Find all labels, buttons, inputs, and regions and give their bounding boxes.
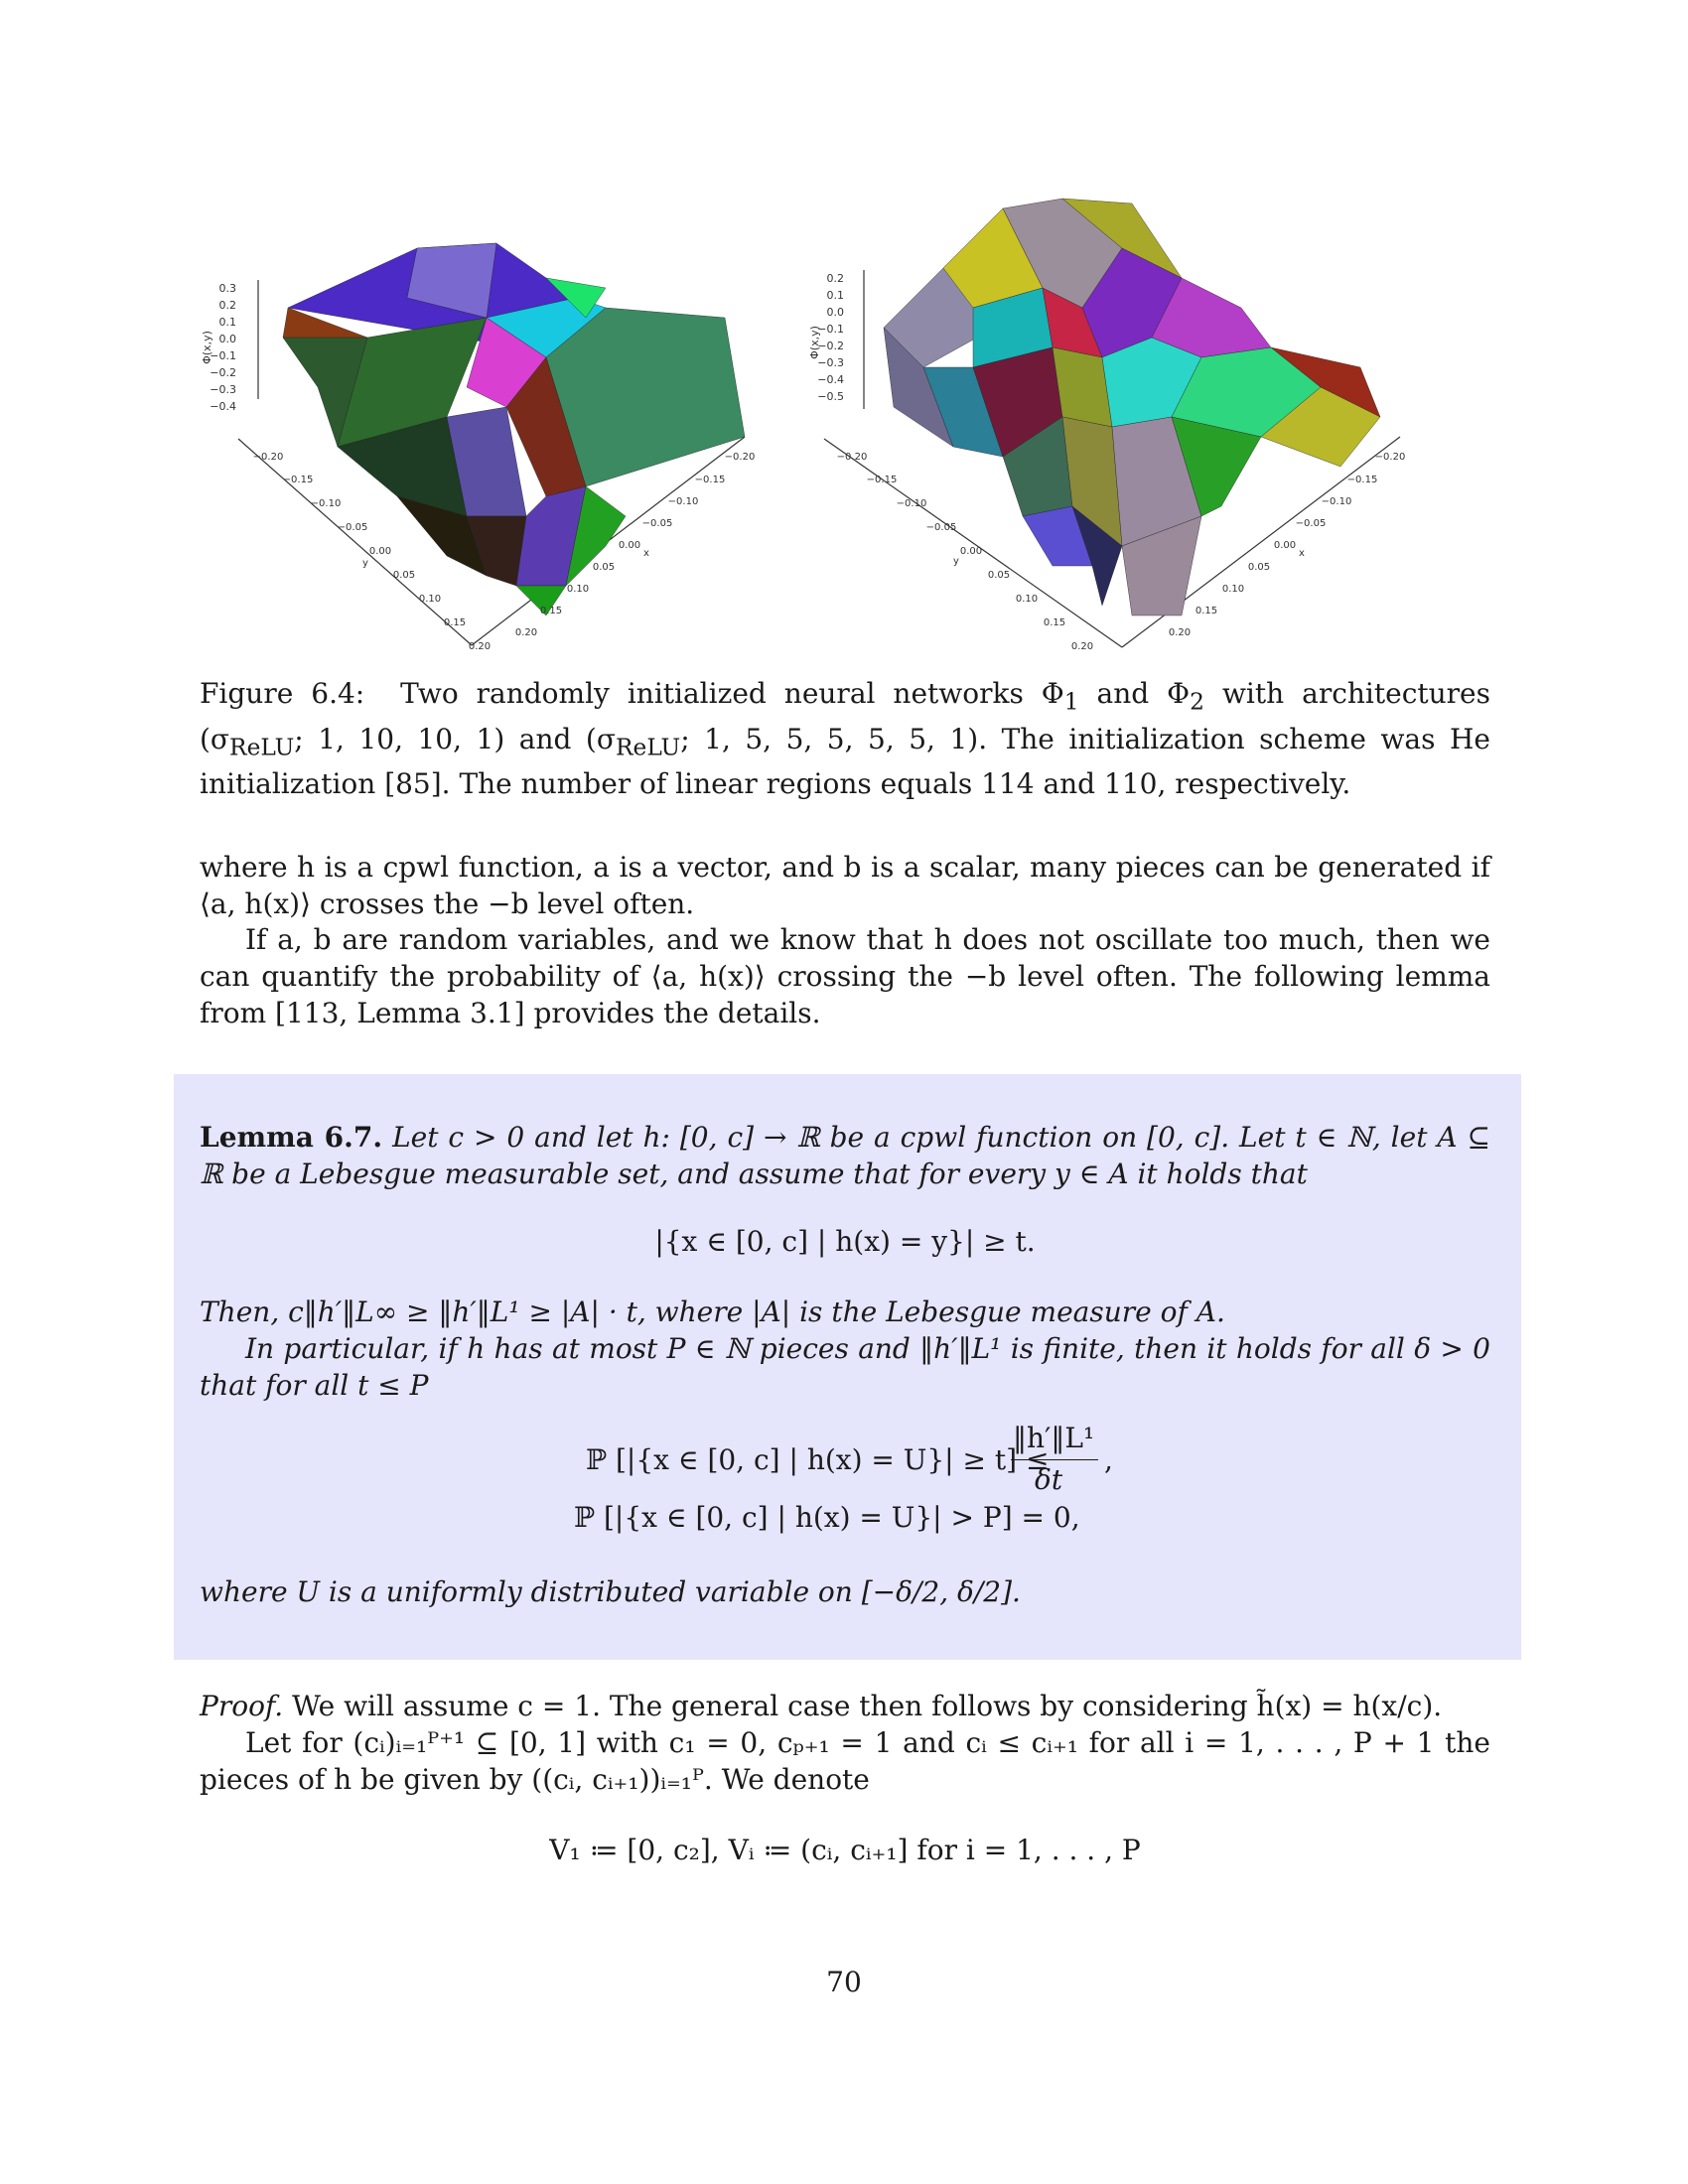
y-tick: 0.20 [1070,641,1094,652]
y-tick: −0.10 [896,498,927,509]
y-tick: −0.15 [866,475,898,485]
y-tick: 0.20 [468,641,492,652]
y-tick: −0.05 [337,522,368,533]
z-tick: 0.0 [218,333,236,345]
z-tick: −0.2 [210,366,236,379]
lemma-equation-1: |{x ∈ [0, c] | h(x) = y}| ≥ t. [654,1225,1036,1258]
lemma-then: Then, c‖h′‖L∞ ≥ ‖h′‖L¹ ≥ |A| · t, where |A| is the Lebesgue measure of A. [200,1296,1225,1328]
z-axis-label: Φ(x,y) [201,331,213,364]
z-tick: −0.3 [817,356,844,369]
y-tick: −0.20 [252,452,284,463]
x-tick: −0.15 [1346,475,1378,485]
proof-paragraph: Let for (cᵢ)ᵢ₌₁ᴾ⁺¹ ⊆ [0, 1] with c₁ = 0, cₚ₊₁ = 1 and cᵢ ≤ cᵢ₊₁ for all i = 1, . . . , P + 1 the pieces of h be given by ((cᵢ, cᵢ₊₁))ᵢ₌₁ᴾ. We denote [200,1726,1490,1796]
lemma-where: where U is a uniformly distributed variable on [−δ/2, δ/2]. [200,1575,1021,1608]
z-tick: 0.2 [218,299,236,312]
proof-paragraph: Proof. We will assume c = 1. The general case then follows by considering h̃(x) = h(x/c). [200,1690,1443,1722]
proof-label: Proof. [200,1690,284,1722]
x-tick: 0.10 [1221,584,1245,595]
z-tick: 0.3 [218,282,236,295]
y-tick: −0.10 [310,498,342,509]
x-tick: 0.20 [1168,627,1192,638]
figure-caption: Figure 6.4: Two randomly initialized neural networks $\Phi_1$ and $\Phi_2$ with architectures ($\sigma_{ReLU}$; 1, 10, 10, 1) and ($\sigma_{ReLU}$; 1, 5, 5, 5, 5, 5, 1). The initialization scheme was He initialization [85]. The number of linear regions equals 114 and 110, respectively. [200,677,1490,801]
z-tick: −0.5 [817,390,844,403]
y-tick: 0.05 [392,570,416,581]
y-tick: 0.15 [443,617,467,628]
figure-6-4 [189,189,1509,655]
page-number: 70 [826,1966,862,1998]
z-tick: 0.1 [826,289,844,302]
lemma-equation-3: ℙ [|{x ∈ [0, c] | h(x) = U}| > P] = 0, [574,1501,1080,1534]
caption-label: Figure 6.4: [200,677,365,710]
z-tick: −0.2 [817,340,844,352]
y-tick: 0.00 [368,546,392,557]
surface-plot-right [804,189,1410,655]
z-tick: −0.4 [210,400,236,413]
y-tick: 0.05 [987,570,1011,581]
y-tick: 0.15 [1043,617,1066,628]
x-tick: 0.00 [1273,540,1297,551]
fraction-numerator: ‖h′‖L¹ [1013,1422,1095,1454]
x-tick: −0.10 [1321,496,1352,507]
fraction-denominator: δt [1035,1463,1063,1496]
x-axis-label: x [1299,548,1305,559]
y-tick: 0.00 [959,546,983,557]
proof-equation: V₁ ≔ [0, c₂], Vᵢ ≔ (cᵢ, cᵢ₊₁] for i = 1, . . . , P [549,1834,1141,1866]
lemma-particular: In particular, if h has at most P ∈ ℕ pieces and ‖h′‖L¹ is finite, then it holds for all δ > 0 that for all t ≤ P [200,1332,1490,1402]
y-axis-label: y [953,556,959,567]
x-tick: −0.05 [1295,518,1327,529]
z-tick: 0.1 [218,316,236,329]
x-tick: −0.10 [667,496,699,507]
x-tick: 0.15 [1195,606,1218,616]
z-tick: 0.2 [826,272,844,285]
z-tick: 0.0 [826,306,844,319]
surface-plot-left [189,189,784,655]
y-axis-label: y [362,558,368,569]
x-tick: −0.15 [694,475,726,485]
z-tick: −0.1 [817,323,844,336]
x-tick: 0.10 [566,584,590,595]
x-tick: −0.20 [724,452,756,463]
y-tick: 0.10 [418,594,442,605]
body-paragraph: where h is a cpwl function, a is a vector, and b is a scalar, many pieces can be generated if ⟨a, h(x)⟩ crosses the −b level often. [200,851,1490,920]
z-tick: −0.1 [210,349,236,362]
x-tick: 0.05 [1247,562,1271,573]
x-tick: 0.20 [514,627,538,638]
y-tick: −0.20 [836,452,868,463]
x-tick: 0.05 [592,562,616,573]
y-tick: 0.10 [1015,594,1039,605]
x-tick: −0.20 [1374,452,1406,463]
body-paragraph: If a, b are random variables, and we know that h does not oscillate too much, then we can quantify the probability of ⟨a, h(x)⟩ crossing the −b level often. The following lemma from [113, Lemma 3.1] provides the details. [200,923,1490,1029]
y-tick: −0.15 [282,475,314,485]
z-tick: −0.4 [817,373,844,386]
z-axis-label: Φ(x,y) [808,326,821,359]
x-tick: 0.15 [539,606,563,616]
y-tick: −0.05 [925,522,957,533]
x-axis-label: x [643,548,649,559]
lemma-label: Lemma 6.7. [200,1121,383,1154]
fraction-bar [1011,1459,1098,1460]
z-tick: −0.3 [210,383,236,396]
lemma-statement: Lemma 6.7. Let c > 0 and let h: [0, c] → ℝ be a cpwl function on [0, c]. Let t ∈ ℕ, let A ⊆ ℝ be a Lebesgue measurable set, and assume that for every y ∈ A it holds that [200,1121,1490,1190]
x-tick: 0.00 [618,540,641,551]
lemma-equation-2: ℙ [|{x ∈ [0, c] | h(x) = U}| ≥ t] ≤ ‖h′‖L¹ δt , [586,1422,1113,1496]
x-tick: −0.05 [641,518,673,529]
